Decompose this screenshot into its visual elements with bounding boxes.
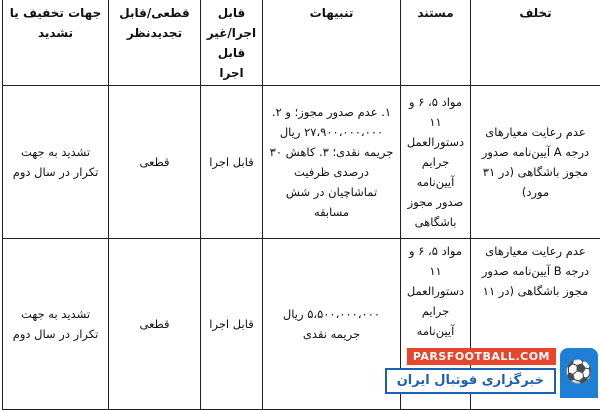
watermark-tagline: خبرگزاری فوتبال ایران <box>385 368 556 394</box>
cell-enforceable: قابل اجرا <box>201 86 263 239</box>
cell-reference: مواد ۵، ۶ و ۱۱ دستورالعمل جرایم آیین‌نامه <box>401 239 471 410</box>
table-row <box>3 86 600 239</box>
header-final: قطعی/قابل تجدیدنظر <box>109 0 201 86</box>
header-mitigation: جهات تخفیف یا تشدید <box>3 0 109 86</box>
header-violation: تخلف <box>471 0 600 86</box>
cell-mitigation: تشدید به جهت تکرار در سال دوم <box>3 239 109 410</box>
watermark-site: PARSFOOTBALL.COM <box>407 348 556 365</box>
cell-penalties: ۱. عدم صدور مجوز؛ و ۲. ۲۷،۹۰۰،۰۰۰،۰۰۰ ریال جریمه نقدی؛ ۳. کاهش ۳۰ درصدی ظرفیت تماشاچیان در شش مسابقه <box>263 86 401 239</box>
cell-final: قطعی <box>109 239 201 410</box>
watermark <box>360 348 600 398</box>
cell-violation: عدم رعایت معیارهای درجه B آیین‌نامه صدور مجوز باشگاهی (در ۱۱ <box>471 239 600 410</box>
cell-violation: عدم رعایت معیارهای درجه A آیین‌نامه صدور مجوز باشگاهی (در ۳۱ مورد) <box>471 86 600 239</box>
cell-reference: مواد ۵، ۶ و ۱۱ دستورالعمل جرایم آیین‌نامه صدور مجوز باشگاهی <box>401 86 471 239</box>
table-header-row <box>3 0 600 86</box>
header-reference: مستند <box>401 0 471 86</box>
header-penalties: تنبیهات <box>263 0 401 86</box>
cell-final: قطعی <box>109 86 201 239</box>
cell-penalties: ۵،۵۰۰،۰۰۰،۰۰۰ ریال جریمه نقدی <box>263 239 401 410</box>
header-enforceable: قابل اجرا/غیر قابل اجرا <box>201 0 263 86</box>
cell-mitigation: تشدید به جهت تکرار در سال دوم <box>3 86 109 239</box>
cell-enforceable: قابل اجرا <box>201 239 263 410</box>
football-player-icon: ⚽ <box>560 348 598 398</box>
